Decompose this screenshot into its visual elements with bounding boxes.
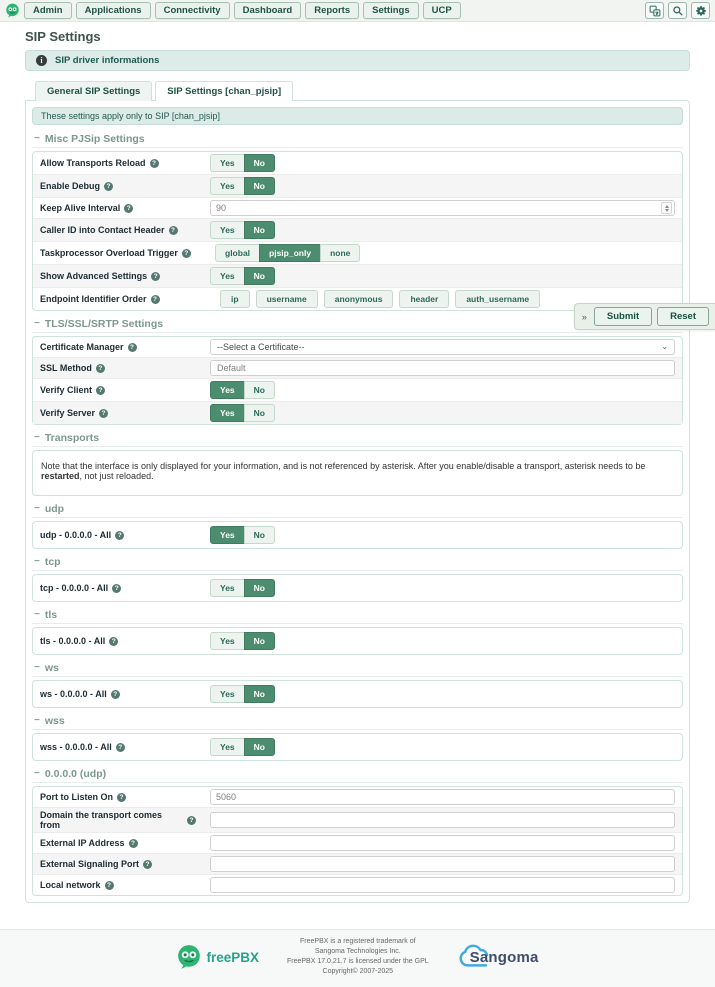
section-misc-pjsip-settings[interactable] bbox=[32, 130, 683, 148]
collapse-icon[interactable]: − bbox=[34, 662, 40, 673]
section-tcp[interactable] bbox=[32, 553, 683, 571]
row-taskprocessor-overload-trigger bbox=[33, 242, 682, 265]
sip-driver-alert[interactable] bbox=[25, 50, 690, 71]
row-tls-transport bbox=[33, 628, 682, 654]
help-icon[interactable]: ? bbox=[124, 204, 133, 213]
verify-client-toggle bbox=[210, 381, 275, 399]
show-advanced-toggle bbox=[210, 267, 275, 285]
help-icon[interactable]: ? bbox=[117, 793, 126, 802]
help-icon[interactable]: ? bbox=[112, 584, 121, 593]
section-title: tls bbox=[44, 609, 58, 621]
nav-applications[interactable]: Applications bbox=[76, 2, 151, 19]
sangoma-wordmark: Sangoma bbox=[469, 948, 539, 966]
section-title: TLS/SSL/SRTP Settings bbox=[44, 318, 164, 330]
tls-ssl-srtp-group bbox=[32, 336, 683, 425]
search-icon[interactable] bbox=[668, 2, 687, 19]
tcp-enabled-toggle bbox=[210, 579, 275, 597]
selected-value: --Select a Certificate-- bbox=[217, 342, 305, 352]
identifier-auth-username[interactable]: auth_username bbox=[455, 290, 540, 308]
field-label: External IP Address bbox=[40, 838, 125, 848]
yes-button[interactable]: Yes bbox=[210, 526, 245, 544]
help-icon[interactable]: ? bbox=[109, 637, 118, 646]
language-icon[interactable] bbox=[645, 2, 664, 19]
freepbx-logo-icon bbox=[176, 944, 202, 970]
global-button[interactable]: global bbox=[215, 244, 260, 262]
domain-transport-input[interactable] bbox=[210, 812, 675, 828]
submit-button[interactable]: Submit bbox=[594, 307, 652, 326]
endpoint-identifier-sortable bbox=[220, 290, 540, 308]
section-title: tcp bbox=[44, 556, 61, 568]
enable-debug-toggle bbox=[210, 177, 275, 195]
row-external-ip-address bbox=[33, 833, 682, 854]
chevron-down-icon: ⌄ bbox=[661, 342, 668, 351]
row-tcp-transport bbox=[33, 575, 682, 601]
row-allow-transports-reload bbox=[33, 152, 682, 175]
nav-settings[interactable]: Settings bbox=[363, 2, 418, 19]
row-verify-server bbox=[33, 402, 682, 424]
identifier-anonymous[interactable]: anonymous bbox=[324, 290, 394, 308]
wss-group bbox=[32, 733, 683, 761]
identifier-header[interactable]: header bbox=[399, 290, 449, 308]
no-button[interactable]: No bbox=[244, 632, 275, 650]
section-title: ws bbox=[44, 662, 59, 674]
collapse-icon[interactable]: − bbox=[34, 556, 40, 567]
reset-button[interactable]: Reset bbox=[657, 307, 709, 326]
yes-button[interactable]: Yes bbox=[210, 685, 245, 703]
section-title: Transports bbox=[44, 432, 100, 444]
row-enable-debug bbox=[33, 175, 682, 198]
tab-general-sip-settings[interactable]: General SIP Settings bbox=[35, 81, 152, 101]
field-label: Taskprocessor Overload Trigger bbox=[40, 248, 178, 258]
help-icon[interactable]: ? bbox=[143, 860, 152, 869]
section-title: 0.0.0.0 (udp) bbox=[44, 768, 107, 780]
field-label: Allow Transports Reload bbox=[40, 158, 146, 168]
verify-server-toggle bbox=[210, 404, 275, 422]
top-navbar bbox=[0, 0, 715, 22]
collapse-icon[interactable]: − bbox=[34, 715, 40, 726]
row-external-signaling-port bbox=[33, 854, 682, 875]
row-port-to-listen-on bbox=[33, 787, 682, 808]
field-label: Enable Debug bbox=[40, 181, 101, 191]
no-button[interactable]: No bbox=[244, 404, 275, 422]
alert-text: SIP driver informations bbox=[55, 55, 160, 66]
freepbx-mascot-icon[interactable] bbox=[5, 3, 20, 18]
collapse-icon[interactable]: − bbox=[34, 609, 40, 620]
collapse-bar-icon[interactable]: » bbox=[581, 311, 587, 322]
field-label: Show Advanced Settings bbox=[40, 271, 148, 281]
udp-detail-group bbox=[32, 786, 683, 896]
yes-button[interactable]: Yes bbox=[210, 381, 245, 399]
no-button[interactable]: No bbox=[244, 526, 275, 544]
row-wss-transport bbox=[33, 734, 682, 760]
freepbx-wordmark: freePBX bbox=[206, 949, 259, 965]
udp-enabled-toggle bbox=[210, 526, 275, 544]
help-icon[interactable]: ? bbox=[182, 249, 191, 258]
nav-dashboard[interactable]: Dashboard bbox=[234, 2, 302, 19]
field-label: udp - 0.0.0.0 - All bbox=[40, 530, 112, 540]
sangoma-brand bbox=[457, 944, 539, 970]
row-domain-transport bbox=[33, 808, 682, 833]
chan-pjsip-settings-panel bbox=[25, 100, 690, 903]
pjsip-only-button[interactable]: pjsip_only bbox=[259, 244, 321, 262]
navbar-actions bbox=[645, 2, 710, 19]
no-button[interactable]: No bbox=[244, 267, 275, 285]
nav-admin[interactable]: Admin bbox=[24, 2, 72, 19]
nav-reports[interactable]: Reports bbox=[305, 2, 359, 19]
misc-pjsip-settings-group bbox=[32, 151, 683, 311]
section-udp-detail[interactable] bbox=[32, 765, 683, 783]
help-icon[interactable]: ? bbox=[105, 881, 114, 890]
freepbx-brand bbox=[176, 944, 259, 970]
sip-settings-tabs bbox=[25, 81, 690, 100]
field-label: Domain the transport comes from bbox=[40, 810, 163, 830]
field-label: External Signaling Port bbox=[40, 859, 140, 869]
collapse-icon[interactable]: − bbox=[34, 318, 40, 329]
field-label: SSL Method bbox=[40, 363, 92, 373]
field-label: Verify Client bbox=[40, 385, 93, 395]
section-title: wss bbox=[44, 715, 65, 727]
yes-button[interactable]: Yes bbox=[210, 154, 245, 172]
yes-button[interactable]: Yes bbox=[210, 632, 245, 650]
collapse-icon[interactable]: − bbox=[34, 432, 40, 443]
legal-line: Copyright© 2007-2025 bbox=[322, 968, 394, 976]
row-verify-client bbox=[33, 379, 682, 402]
yes-button[interactable]: Yes bbox=[210, 738, 245, 756]
help-icon[interactable]: ? bbox=[151, 272, 160, 281]
udp-group bbox=[32, 521, 683, 549]
pjsip-only-notice: These settings apply only to SIP [chan_pjsip] bbox=[32, 107, 683, 125]
tls-enabled-toggle bbox=[210, 632, 275, 650]
floating-action-bar bbox=[574, 303, 715, 330]
no-button[interactable]: No bbox=[244, 381, 275, 399]
certificate-manager-select[interactable] bbox=[210, 339, 675, 355]
selected-value: Default bbox=[217, 363, 246, 373]
number-spinner[interactable] bbox=[661, 202, 672, 214]
note-text: Note that the interface is only displayed for your information, and is not referenced by asterisk. After you enable/disable a transport, asterisk needs to be bbox=[41, 461, 646, 471]
gear-icon[interactable] bbox=[691, 2, 710, 19]
info-icon: i bbox=[36, 55, 47, 66]
port-to-listen-input[interactable] bbox=[210, 789, 675, 805]
field-label: Port to Listen On bbox=[40, 792, 113, 802]
external-ip-input[interactable] bbox=[210, 835, 675, 851]
help-icon[interactable]: ? bbox=[129, 839, 138, 848]
help-icon[interactable]: ? bbox=[115, 531, 124, 540]
field-label: Endpoint Identifier Order bbox=[40, 294, 147, 304]
no-button[interactable]: No bbox=[244, 685, 275, 703]
section-title: Misc PJSip Settings bbox=[44, 133, 145, 145]
keep-alive-interval-input[interactable] bbox=[210, 200, 675, 216]
field-label: ws - 0.0.0.0 - All bbox=[40, 689, 107, 699]
row-certificate-manager bbox=[33, 337, 682, 358]
field-label: wss - 0.0.0.0 - All bbox=[40, 742, 112, 752]
no-button[interactable]: No bbox=[244, 221, 275, 239]
page-footer bbox=[0, 929, 715, 987]
section-wss[interactable] bbox=[32, 712, 683, 730]
section-transports[interactable] bbox=[32, 429, 683, 447]
section-title: udp bbox=[44, 503, 65, 515]
help-icon[interactable]: ? bbox=[128, 343, 137, 352]
identifier-ip[interactable]: ip bbox=[220, 290, 250, 308]
help-icon[interactable]: ? bbox=[151, 295, 160, 304]
no-button[interactable]: No bbox=[244, 579, 275, 597]
collapse-icon[interactable]: − bbox=[34, 503, 40, 514]
yes-button[interactable]: Yes bbox=[210, 221, 245, 239]
collapse-icon[interactable]: − bbox=[34, 768, 40, 779]
row-show-advanced-settings bbox=[33, 265, 682, 288]
collapse-icon[interactable]: − bbox=[34, 133, 40, 144]
nav-ucp[interactable]: UCP bbox=[423, 2, 461, 19]
footer-legal-text bbox=[287, 937, 429, 978]
help-icon[interactable]: ? bbox=[169, 226, 178, 235]
field-label: Certificate Manager bbox=[40, 342, 124, 352]
ws-group bbox=[32, 680, 683, 708]
field-label: Caller ID into Contact Header bbox=[40, 225, 165, 235]
section-tls[interactable] bbox=[32, 606, 683, 624]
field-label: Keep Alive Interval bbox=[40, 203, 121, 213]
no-button[interactable]: No bbox=[244, 738, 275, 756]
local-network-input[interactable] bbox=[210, 877, 675, 893]
external-signaling-port-input[interactable] bbox=[210, 856, 675, 872]
no-button[interactable]: No bbox=[244, 177, 275, 195]
yes-button[interactable]: Yes bbox=[210, 579, 245, 597]
no-button[interactable]: No bbox=[244, 154, 275, 172]
help-icon[interactable]: ? bbox=[99, 409, 108, 418]
identifier-username[interactable]: username bbox=[256, 290, 318, 308]
yes-button[interactable]: Yes bbox=[210, 267, 245, 285]
page-title: SIP Settings bbox=[25, 29, 101, 44]
tcp-group bbox=[32, 574, 683, 602]
row-keep-alive-interval bbox=[33, 198, 682, 219]
section-ws[interactable] bbox=[32, 659, 683, 677]
row-udp-transport bbox=[33, 522, 682, 548]
field-label: tcp - 0.0.0.0 - All bbox=[40, 583, 109, 593]
taskprocessor-trigger-toggle bbox=[215, 244, 360, 262]
tab-sip-settings-chan-pjsip[interactable]: SIP Settings [chan_pjsip] bbox=[155, 81, 293, 101]
field-label: Verify Server bbox=[40, 408, 96, 418]
row-ssl-method bbox=[33, 358, 682, 379]
help-icon[interactable]: ? bbox=[116, 743, 125, 752]
row-local-network bbox=[33, 875, 682, 895]
legal-line: FreePBX 17.0.21.7 is licensed under the GPL bbox=[286, 958, 429, 966]
none-button[interactable]: none bbox=[320, 244, 360, 262]
help-icon[interactable]: ? bbox=[111, 690, 120, 699]
legal-line: FreePBX is a registered trademark of bbox=[300, 938, 416, 945]
help-icon[interactable]: ? bbox=[187, 816, 196, 825]
yes-button[interactable]: Yes bbox=[210, 404, 245, 422]
caller-id-contact-toggle bbox=[210, 221, 275, 239]
field-label: Local network bbox=[40, 880, 101, 890]
allow-transports-reload-toggle bbox=[210, 154, 275, 172]
help-icon[interactable]: ? bbox=[104, 182, 113, 191]
nav-connectivity[interactable]: Connectivity bbox=[155, 2, 230, 19]
wss-enabled-toggle bbox=[210, 738, 275, 756]
field-label: tls - 0.0.0.0 - All bbox=[40, 636, 106, 646]
note-text: , not just reloaded. bbox=[79, 471, 154, 481]
legal-line: Sangoma Technologies Inc. bbox=[314, 948, 401, 956]
help-icon[interactable]: ? bbox=[96, 364, 105, 373]
transports-note bbox=[32, 450, 683, 496]
yes-button[interactable]: Yes bbox=[210, 177, 245, 195]
tls-group bbox=[32, 627, 683, 655]
ssl-method-select[interactable] bbox=[210, 360, 675, 376]
ws-enabled-toggle bbox=[210, 685, 275, 703]
help-icon[interactable]: ? bbox=[150, 159, 159, 168]
section-udp[interactable] bbox=[32, 500, 683, 518]
row-caller-id-into-contact-header bbox=[33, 219, 682, 242]
help-icon[interactable]: ? bbox=[96, 386, 105, 395]
row-ws-transport bbox=[33, 681, 682, 707]
note-bold: restarted bbox=[41, 471, 80, 481]
